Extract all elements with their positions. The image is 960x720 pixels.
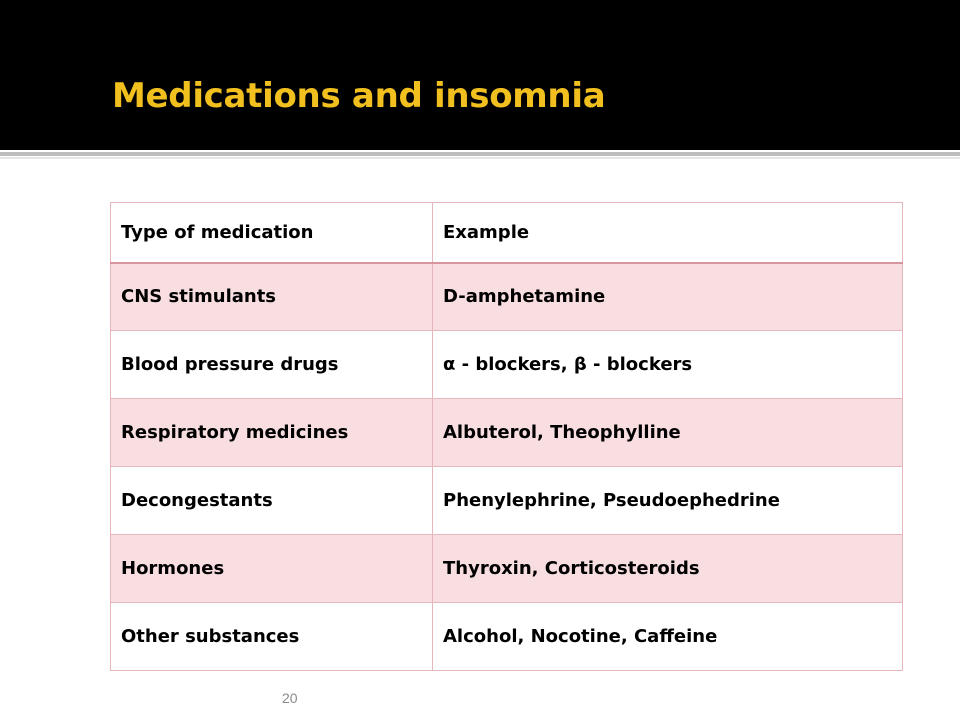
table-row: [111, 603, 903, 671]
table-header-row: [111, 203, 903, 263]
medication-type-cell: Respiratory medicines: [111, 399, 433, 467]
table-row: [111, 331, 903, 399]
slide-title: Medications and insomnia: [112, 76, 606, 116]
medication-example-cell: Phenylephrine, Pseudoephedrine: [433, 467, 903, 535]
medication-example-cell: Albuterol, Theophylline: [433, 399, 903, 467]
column-header-type: Type of medication: [111, 203, 433, 263]
medication-example-cell: α - blockers, β - blockers: [433, 331, 903, 399]
medication-type-cell: Blood pressure drugs: [111, 331, 433, 399]
medication-type-cell: CNS stimulants: [111, 263, 433, 331]
medication-type-cell: Other substances: [111, 603, 433, 671]
medication-type-cell: Hormones: [111, 535, 433, 603]
title-divider: [0, 152, 960, 156]
title-bar: [0, 0, 960, 150]
page-number: 20: [282, 690, 298, 706]
table-row: [111, 467, 903, 535]
medication-example-cell: Alcohol, Nocotine, Caffeine: [433, 603, 903, 671]
title-divider-light: [0, 157, 960, 159]
table-row: [111, 399, 903, 467]
medication-example-cell: Thyroxin, Corticosteroids: [433, 535, 903, 603]
table-row: [111, 535, 903, 603]
medication-type-cell: Decongestants: [111, 467, 433, 535]
medication-example-cell: D-amphetamine: [433, 263, 903, 331]
medications-table: [110, 202, 903, 671]
table-row: [111, 263, 903, 331]
column-header-example: Example: [433, 203, 903, 263]
